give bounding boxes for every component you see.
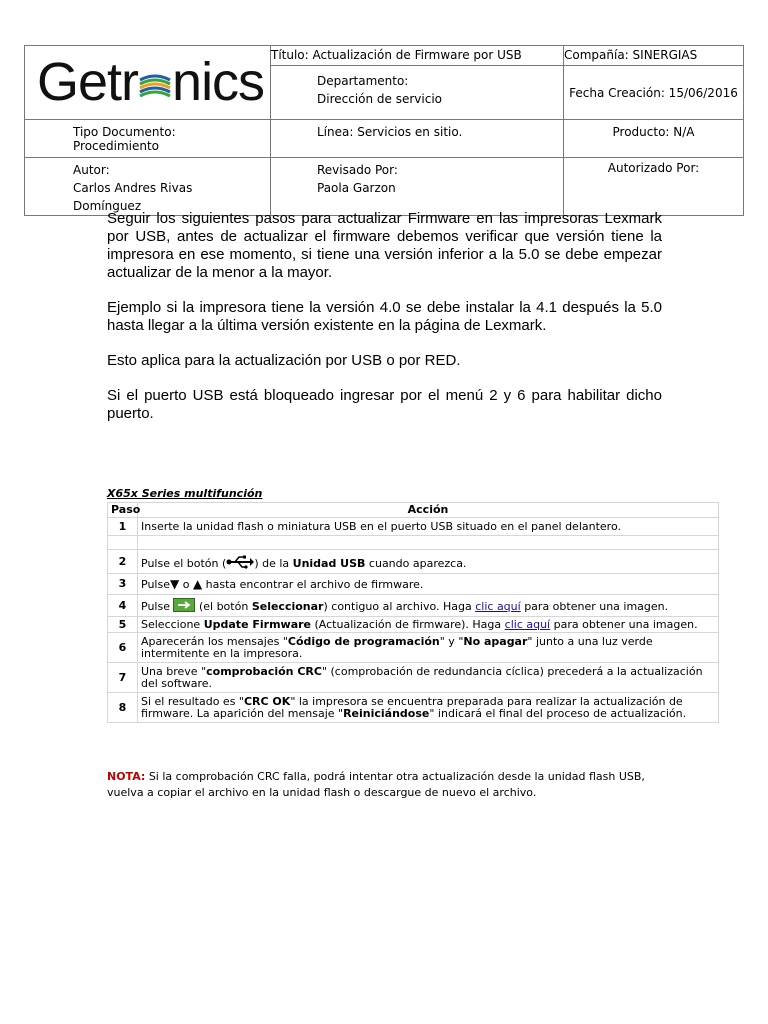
step-text: o	[179, 577, 193, 591]
step-text-bold: Reiniciándose	[343, 706, 430, 720]
usb-icon	[226, 554, 254, 570]
step-text: Una breve "	[141, 664, 207, 678]
nota-text: Si la comprobación CRC falla, podrá intentar otra actualización desde la unidad flash USB, vuelva a copiar el archivo en la unidad flash o descargue de nuevo el archivo.	[107, 770, 645, 799]
col-accion-header: Acción	[138, 503, 719, 518]
select-button-icon	[173, 598, 195, 612]
linea-text: Línea: Servicios en sitio.	[317, 125, 463, 139]
step-number: 6	[108, 633, 138, 663]
step-number: 8	[108, 693, 138, 723]
step-text: para obtener una imagen.	[520, 600, 669, 613]
step-number: 1	[108, 518, 138, 536]
step-action	[138, 518, 719, 536]
step-text: Pulse	[141, 600, 174, 613]
step-number: 7	[108, 663, 138, 693]
step-text: Aparecerán los mensajes "	[141, 634, 288, 648]
step-text: " y "	[439, 634, 464, 648]
step-text: Pulse	[141, 577, 170, 591]
revisado-cell	[271, 158, 564, 216]
table-row	[108, 595, 719, 617]
table-row	[108, 518, 719, 536]
intro-paragraph: Seguir los siguientes pasos para actualizar Firmware en las impresoras Lexmark por USB, antes de actualizar el firmware debemos verificar que versión tiene la impresora en ese momento, si tiene una versión inferior a la 5.0 se debe empezar actualizar de la menor a la mayor.	[107, 210, 662, 281]
step-action	[138, 574, 719, 595]
step-text-bold: CRC OK	[243, 694, 291, 708]
table-row	[108, 693, 719, 723]
step-text: ) contiguo al archivo. Haga	[323, 600, 476, 613]
intro-paragraph: Si el puerto USB está bloqueado ingresar por el menú 2 y 6 para habilitar dicho puerto.	[107, 387, 662, 422]
autor-value: Carlos Andres Rivas Domínguez	[73, 181, 193, 213]
step-number: 2	[108, 550, 138, 574]
step-text-bold: No apagar	[463, 634, 528, 648]
table-row	[108, 550, 719, 574]
steps-table	[107, 502, 719, 723]
departamento-label: Departamento:	[317, 74, 409, 88]
autor-label: Autor:	[73, 163, 110, 177]
step-action	[138, 633, 719, 663]
table-row	[108, 633, 719, 663]
step-action	[138, 617, 719, 633]
table-row	[108, 617, 719, 633]
logo-text-right: nics	[172, 52, 265, 112]
departamento-cell	[271, 66, 564, 120]
step-text: Pulse el botón (	[141, 556, 227, 570]
up-arrow-icon: ▲	[192, 576, 203, 591]
step-action	[138, 550, 719, 574]
step-text: " indicará el final del proceso de actualización.	[429, 706, 687, 720]
titulo-text: Título: Actualización de Firmware por USB	[271, 48, 522, 62]
step-text-bold: Seleccionar	[251, 600, 324, 613]
step-text: " la impresora se encuentra preparada para realizar la actualización de firmware. La aparición del mensaje "	[141, 694, 683, 720]
titulo-cell	[271, 46, 564, 66]
compania-cell	[564, 46, 744, 66]
intro-paragraph: Esto aplica para la actualización por USB o por RED.	[107, 352, 461, 369]
logo-cell	[25, 46, 271, 120]
linea-cell	[271, 120, 564, 158]
getronics-logo	[37, 54, 264, 110]
step-action	[138, 693, 719, 723]
step-text-bold: Unidad USB	[292, 556, 366, 570]
step-number: 4	[108, 595, 138, 617]
compania-text: Compañía: SINERGIAS	[564, 48, 698, 62]
steps-section-title: X65x Series multifunción	[107, 487, 263, 500]
step-text: Inserte la unidad flash o miniatura USB en el puerto USB situado en el panel delantero.	[141, 519, 621, 533]
step-text-bold: comprobación CRC	[206, 664, 322, 678]
departamento-value: Dirección de servicio	[317, 92, 443, 106]
step-text: hasta encontrar el archivo de firmware.	[202, 577, 424, 591]
nota-block	[107, 769, 667, 801]
autor-cell	[25, 158, 271, 216]
spacer-cell	[108, 536, 138, 550]
step-text: ) de la	[254, 556, 293, 570]
step-action	[138, 595, 719, 617]
spacer-cell	[138, 536, 719, 550]
clic-aqui-link[interactable]: clic aquí	[475, 600, 521, 613]
step-text: (Actualización de firmware). Haga	[311, 617, 505, 631]
logo-ring-icon	[138, 62, 172, 106]
autorizado-cell	[564, 158, 744, 216]
table-row	[108, 663, 719, 693]
fecha-text: Fecha Creación: 15/06/2016	[569, 85, 738, 100]
step-text: Si el resultado es "	[141, 694, 244, 708]
tipo-documento-cell	[25, 120, 271, 158]
tipo-documento-text: Tipo Documento: Procedimiento	[73, 125, 176, 153]
document-header-table	[24, 45, 744, 216]
step-text: (el botón	[195, 600, 252, 613]
step-text: " (comprobación de redundancia cíclica) precederá a la actualización del software.	[141, 664, 703, 690]
step-text: para obtener una imagen.	[550, 617, 698, 631]
clic-aqui-link[interactable]: clic aquí	[504, 617, 551, 631]
step-text: cuando aparezca.	[365, 556, 467, 570]
step-action	[138, 663, 719, 693]
logo-text-left: Getr	[37, 52, 139, 112]
down-arrow-icon: ▼	[169, 576, 180, 591]
nota-label: NOTA:	[107, 770, 146, 783]
producto-cell	[564, 120, 744, 158]
steps-header-row	[108, 503, 719, 518]
revisado-label: Revisado Por:	[317, 163, 398, 177]
step-text-bold: Código de programación	[287, 634, 440, 648]
revisado-value: Paola Garzon	[317, 181, 396, 195]
step-text: Seleccione	[141, 617, 204, 631]
fecha-cell	[564, 66, 744, 120]
intro-paragraph: Ejemplo si la impresora tiene la versión 4.0 se debe instalar la 4.1 después la 5.0 hasta llegar a la última versión existente en la página de Lexmark.	[107, 299, 662, 334]
step-text-bold: Update Firmware	[203, 617, 311, 631]
step-number: 5	[108, 617, 138, 633]
step-number: 3	[108, 574, 138, 595]
step-text: " junto a una luz verde intermitente en la impresora.	[141, 634, 653, 660]
producto-text: Producto: N/A	[612, 125, 695, 139]
col-paso-header: Paso	[108, 503, 138, 518]
table-row-spacer	[108, 536, 719, 550]
intro-text	[107, 210, 662, 440]
autorizado-text: Autorizado Por:	[607, 161, 700, 175]
table-row	[108, 574, 719, 595]
